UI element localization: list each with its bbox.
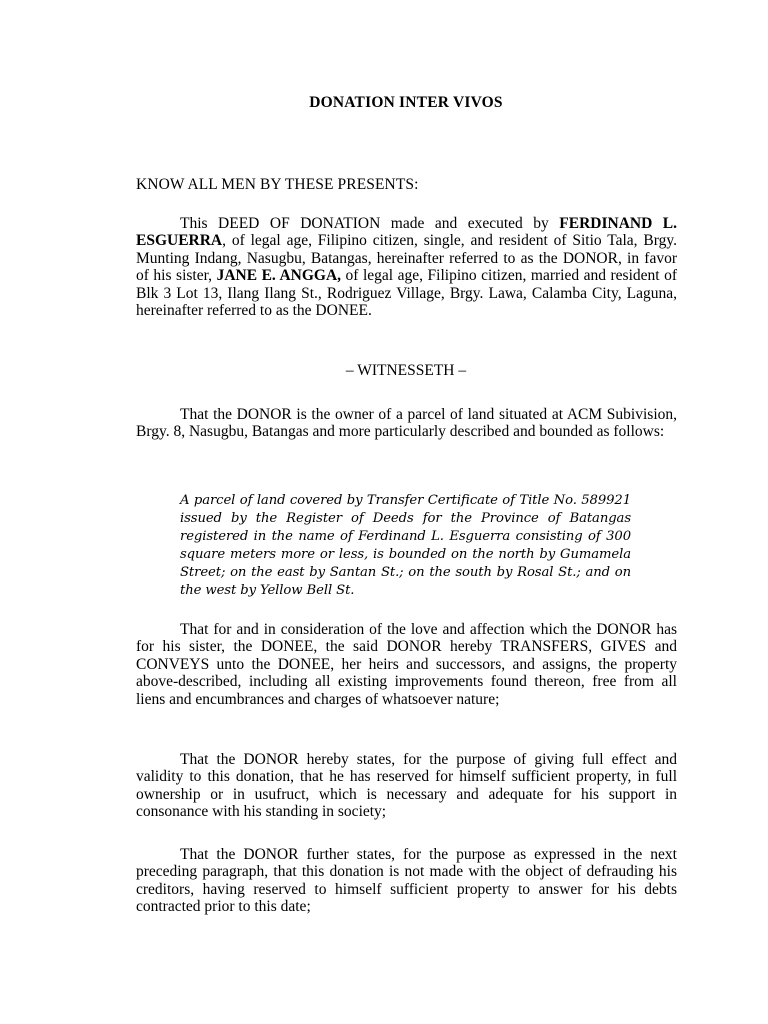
ownership-paragraph: That the DONOR is the owner of a parcel of land situated at ACM Subivision, Brgy. 8, Nasugbu, Batangas and more particularly described and bounded as follows: xyxy=(136,406,677,441)
property-description: A parcel of land covered by Transfer Certificate of Title No. 589921 issued by the Register of Deeds for the Province of Batangas registered in the name of Ferdinand L. Esguerra consisting of 300 square meters more or less, is bounded on the north by Gumamela Street; on the east by Santan St.; on the south by Rosal St.; and on the west by Yellow Bell St. xyxy=(180,493,631,598)
deed-intro-paragraph xyxy=(136,215,677,319)
donee-name: JANE E. ANGGA, xyxy=(216,267,342,285)
document-title: DONATION INTER VIVOS xyxy=(309,94,503,111)
opening-line: KNOW ALL MEN BY THESE PRESENTS: xyxy=(136,176,419,193)
reservation-paragraph: That the DONOR hereby states, for the purpose of giving full effect and validity to this donation, that he has reserved for himself sufficient property, in full ownership or in usufruct, which is necessary and adequate for his support in consonance with his standing in society; xyxy=(136,751,677,821)
consideration-paragraph: That for and in consideration of the love and affection which the DONOR has for his sister, the DONEE, the said DONOR hereby TRANSFERS, GIVES and CONVEYS unto the DONEE, her heirs and successors, and assigns, the property above-described, including all existing improvements found thereon, free from all liens and encumbrances and charges of whatsoever nature; xyxy=(136,621,677,708)
creditors-paragraph: That the DONOR further states, for the purpose as expressed in the next preceding paragraph, that this donation is not made with the object of defrauding his creditors, having reserved to himself sufficient property to answer for his debts contracted prior to this date; xyxy=(136,846,677,916)
intro-text-2: , of legal age, Filipino citizen, single, and resident of Sitio Tala, Brgy. Munting Indang, Nasugbu, Batangas, hereinafter referred to as the DONOR, in favor of his sister, xyxy=(136,232,677,285)
intro-text-3: of legal age, Filipino citizen, married and resident of Blk 3 Lot 13, Ilang Ilang St., Rodriguez Village, Brgy. Lawa, Calamba City, Laguna, hereinafter referred to as the DONEE. xyxy=(136,267,678,320)
intro-text-1: This DEED OF DONATION made and executed by xyxy=(180,215,560,232)
witnesseth-heading: – WITNESSETH – xyxy=(345,362,467,379)
donor-name: FERDINAND L. ESGUERRA xyxy=(136,215,677,250)
